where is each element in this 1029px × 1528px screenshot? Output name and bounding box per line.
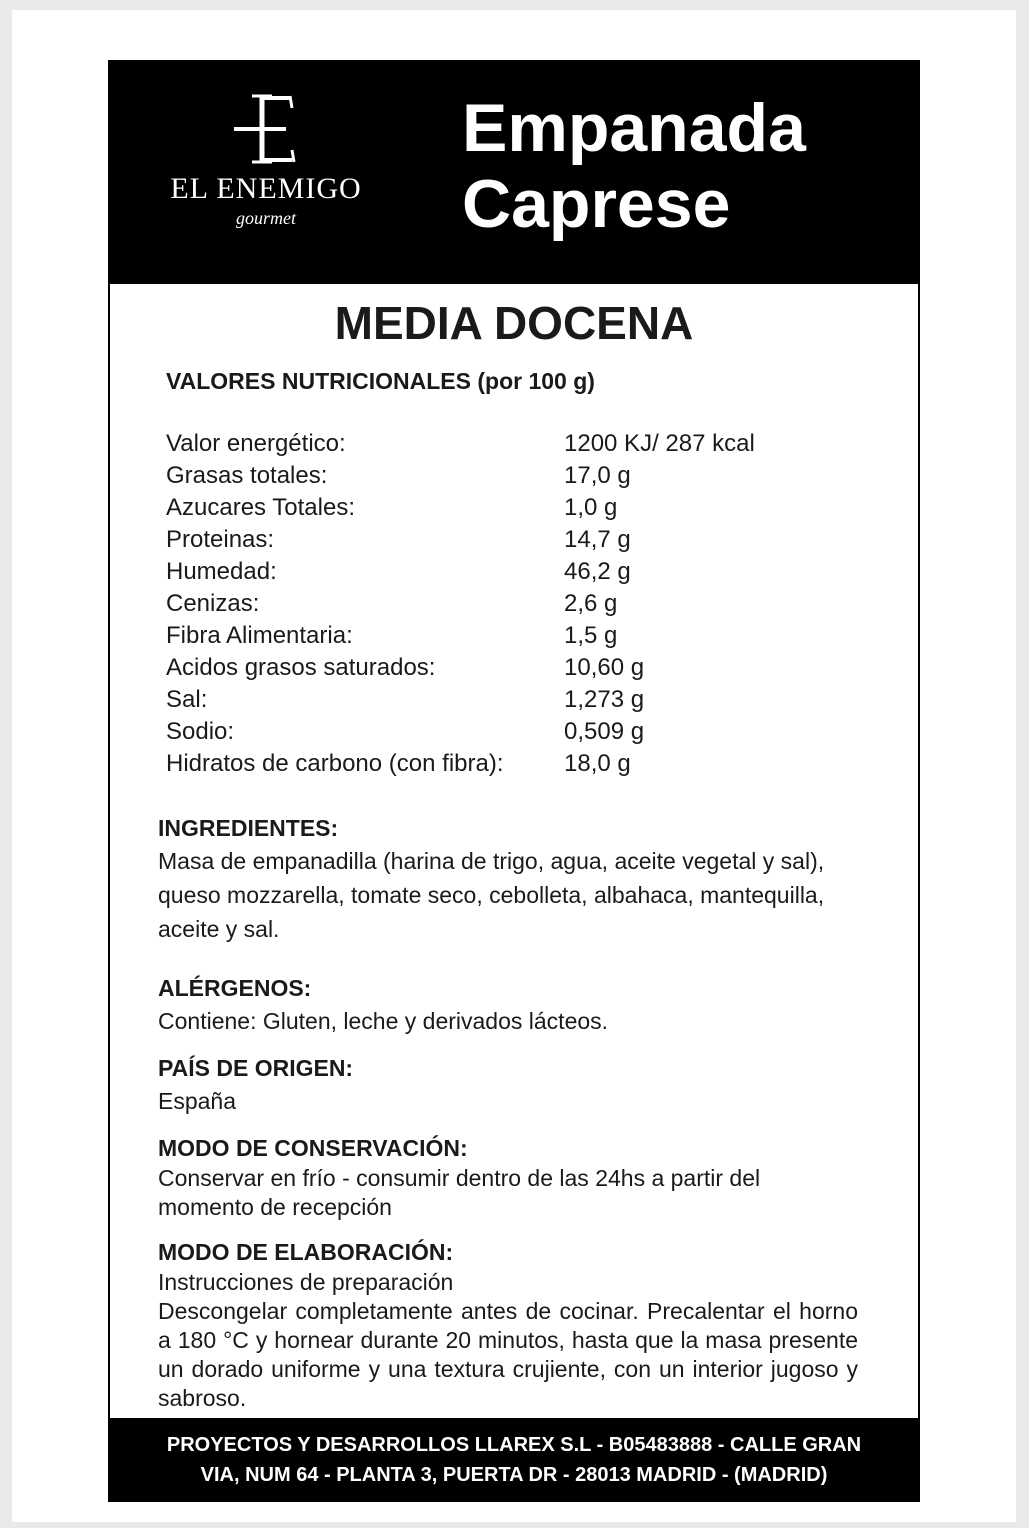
nutrient-value: 18,0 g [564, 750, 631, 777]
nutrition-row [166, 428, 864, 460]
ingredients-section [158, 812, 878, 946]
nutrition-title: VALORES NUTRICIONALES (por 100 g) [166, 368, 595, 394]
ingredients-line: queso mozzarella, tomate seco, cebolleta, albahaca, mantequilla, [158, 882, 825, 908]
allergens-section [158, 972, 878, 1038]
nutrient-name: Grasas totales: [166, 462, 328, 489]
nutrient-value: 0,509 g [564, 718, 645, 745]
nutrient-name: Valor energético: [166, 430, 346, 457]
ingredients-line: aceite y sal. [158, 916, 280, 942]
storage-section [158, 1132, 878, 1222]
nutrition-row [166, 460, 864, 492]
nutrition-row [166, 492, 864, 524]
ingredients-heading: INGREDIENTES: [158, 815, 339, 841]
preparation-text: Descongelar completamente antes de cocinar. Precalentar el horno a 180 °C y hornear durante 20 minutos, hasta que la masa presente un dorado uniforme y una textura crujiente, con un interior jugoso y sabroso. [158, 1298, 858, 1411]
brand-subtitle: gourmet [236, 208, 296, 228]
preparation-heading: MODO DE ELABORACIÓN: [158, 1239, 454, 1265]
footer-line: PROYECTOS Y DESARROLLOS LLAREX S.L - B05483888 - CALLE GRAN [166, 1434, 862, 1456]
product-label [108, 60, 920, 1502]
nutrient-value: 1200 KJ/ 287 kcal [564, 430, 755, 457]
nutrient-value: 1,273 g [564, 686, 645, 713]
brand-name: EL ENEMIGO [170, 172, 362, 205]
nutrient-value: 14,7 g [564, 526, 631, 553]
origin-section [158, 1052, 878, 1118]
nutrient-name: Humedad: [166, 558, 277, 585]
origin-heading: PAÍS DE ORIGEN: [158, 1055, 354, 1081]
nutrient-value: 17,0 g [564, 462, 631, 489]
ingredients-line: Masa de empanadilla (harina de trigo, agua, aceite vegetal y sal), [158, 848, 825, 874]
allergens-text: Contiene: Gluten, leche y derivados lácteos. [158, 1008, 609, 1034]
nutrition-row [166, 748, 864, 780]
nutrition-row [166, 588, 864, 620]
nutrition-row [166, 652, 864, 684]
footer-line: VIA, NUM 64 - PLANTA 3, PUERTA DR - 28013 MADRID - (MADRID) [200, 1464, 828, 1486]
nutrient-name: Cenizas: [166, 590, 260, 617]
nutrition-table [166, 428, 864, 780]
company-footer [110, 1418, 918, 1500]
nutrient-value: 1,0 g [564, 494, 618, 521]
nutrition-row [166, 556, 864, 588]
storage-line: Conservar en frío - consumir dentro de las 24hs a partir del [158, 1165, 761, 1191]
product-title-line1: Empanada [462, 90, 806, 166]
nutrient-name: Sodio: [166, 718, 235, 745]
nutrition-row [166, 620, 864, 652]
product-title [462, 90, 902, 242]
nutrient-name: Fibra Alimentaria: [166, 622, 353, 649]
storage-heading: MODO DE CONSERVACIÓN: [158, 1135, 468, 1161]
nutrition-row [166, 524, 864, 556]
nutrient-name: Proteinas: [166, 526, 275, 553]
nutrient-name: Azucares Totales: [166, 494, 355, 521]
product-title-line2: Caprese [462, 166, 731, 242]
nutrient-name: Hidratos de carbono (con fibra): [166, 750, 504, 777]
pack-size: MEDIA DOCENA [334, 297, 694, 349]
origin-text: España [158, 1088, 237, 1114]
allergens-heading: ALÉRGENOS: [158, 975, 312, 1001]
preparation-subtitle: Instrucciones de preparación [158, 1269, 454, 1295]
nutrient-value: 1,5 g [564, 622, 618, 649]
nutrient-value: 10,60 g [564, 654, 645, 681]
nutrient-name: Acidos grasos saturados: [166, 654, 436, 681]
nutrient-value: 2,6 g [564, 590, 618, 617]
nutrition-row [166, 684, 864, 716]
storage-line: momento de recepción [158, 1194, 392, 1220]
nutrition-row [166, 716, 864, 748]
brand-logo-icon [228, 92, 308, 166]
nutrient-name: Sal: [166, 686, 208, 713]
nutrient-value: 46,2 g [564, 558, 631, 585]
preparation-section [158, 1236, 878, 1413]
label-header [110, 62, 918, 284]
